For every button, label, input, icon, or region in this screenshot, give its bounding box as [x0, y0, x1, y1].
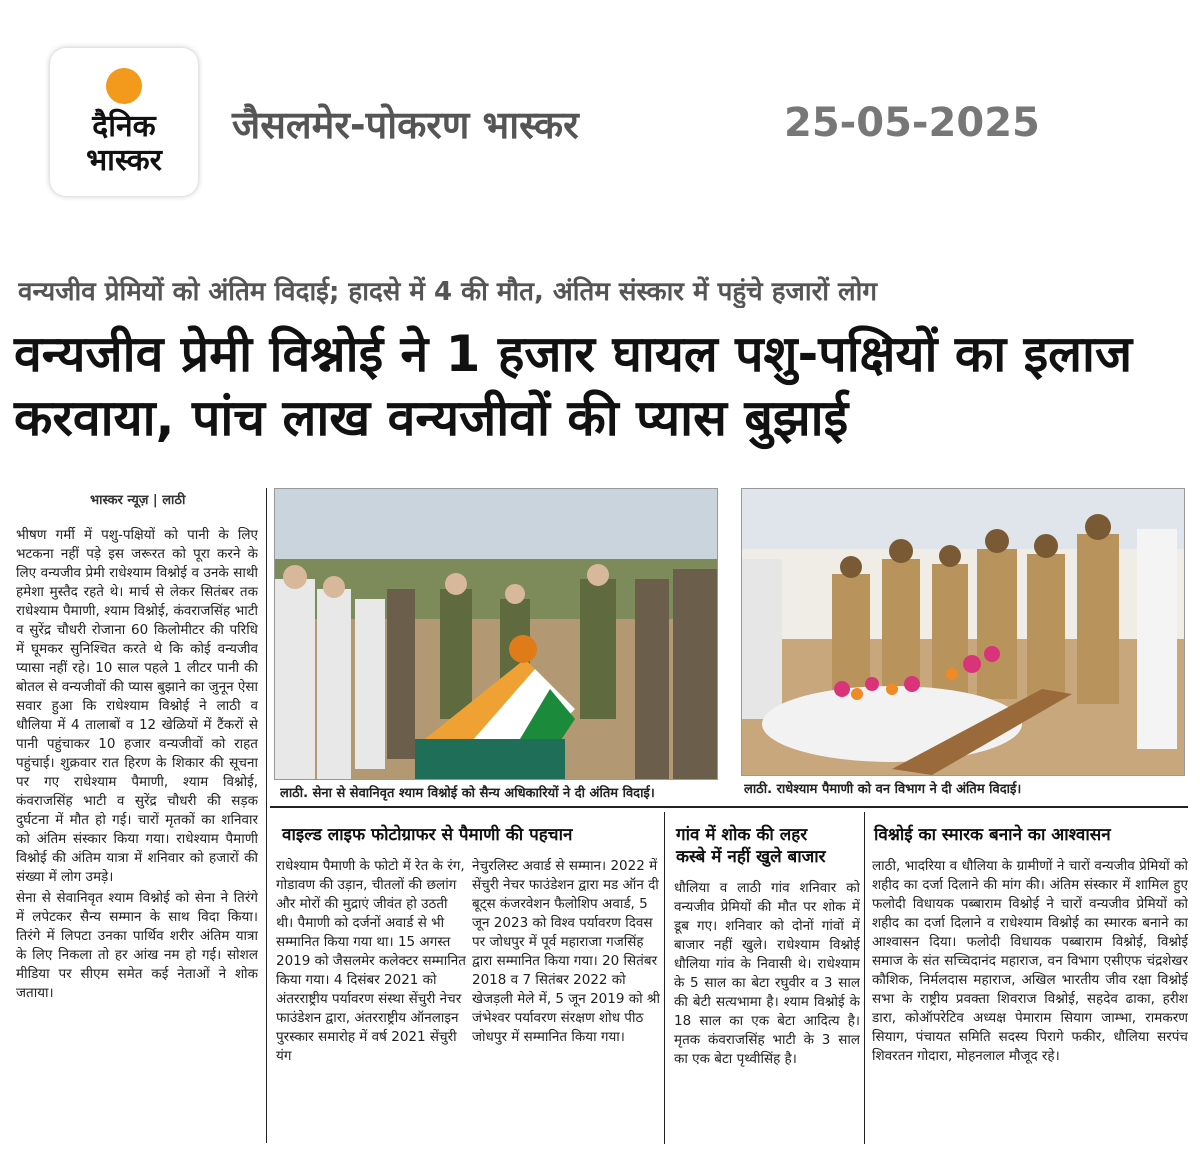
column-5-text: लाठी, भादरिया व धौलिया के ग्रामीणों ने चारों वन्यजीव प्रेमियों को शहीद का दर्जा दिलाने की मांग की। अंतिम संस्कार में शामिल हुए फलोदी विधायक पब्बाराम विश्नोई ने चारों वन्यजीव प्रेमियों को शहीद का दर्जा दिलाने व राधेश्याम विश्नोई का स्मारक बनाने का आश्वासन दिया। फलोदी विधायक पब्बाराम विश्नोई, विश्नोई समाज के संत सच्चिदानंद महाराज, वन विभाग एसीएफ चंद्रशेखर कौशिक, निर्मलदास महाराज, अखिल भारतीय जीव रक्षा विश्नोई सभा के राष्ट्रीय प्रवक्ता शिवराज विश्नोई, सहदेव ढाका, हरीश डारा, कोऑपरेटिव अध्यक्ष पेमाराम सियाग जाम्भा, रामकरण सियाग, पंचायत समिति सदस्य पिरागे फकीर, धौलिया सरपंच शिवरतन गोदारा, मोहनलाल मौजूद रहे।: [872, 858, 1188, 1064]
col1-paragraph-2: सेना से सेवानिवृत श्याम विश्नोई को सेना ने तिरंगे में लपेटकर सैन्य सम्मान के साथ विदा किया। तिरंगे में लिपटा उनका पार्थिव शरीर अंतिम यात्रा के लिए निकला तो हर आंख नम हो गई। सोशल मीडिया पर सीएम समेत कई नेताओं ने शोक जताया।: [16, 890, 258, 1001]
photos-bottom-rule: [270, 806, 1188, 808]
sun-icon: [106, 68, 142, 104]
article-kicker: वन्यजीव प्रेमियों को अंतिम विदाई; हादसे में 4 की मौत, अंतिम संस्कार में पहुंचे हजारों लोग: [18, 277, 877, 307]
photo-military-funeral: [274, 488, 718, 780]
page-header: [0, 0, 1200, 240]
subhead-village-mourning: [676, 824, 862, 868]
column-divider-2: [664, 812, 665, 1144]
edition-title: जैसलमेर-पोकरण भास्कर: [232, 103, 579, 147]
logo-line1: दैनिक: [92, 109, 156, 144]
photo2-caption: लाठी. राधेश्याम पैमाणी को वन विभाग ने दी अंतिम विदाई।: [744, 782, 1022, 797]
byline: भास्कर न्यूज़ | लाठी: [90, 493, 186, 508]
column-2-text: राधेश्याम पैमाणी के फोटो में रेत के रंग, गोडावण की उड़ान, चीतलों की छलांग और मोरों की मुद्राएं जीवंत हो उठती थी। पैमाणी को दर्जनों अवार्ड से भी सम्मानित किया गया था। 15 अगस्त 2019 को जैसलमेर कलेक्टर सम्मानित किया गया। 4 दिसंबर 2021 को अंतरराष्ट्रीय पर्यावरण संस्था सेंचुरी नेचर फाउंडेशन द्वारा, अंतरराष्ट्रीय ऑनलाइन पुरस्कार समारोह में वर्ष 2021 सेंचुरी यंग: [276, 858, 466, 1064]
dainik-bhaskar-logo: [50, 48, 198, 196]
column-3-text: नेचुरलिस्ट अवार्ड से सम्मान। 2022 में सेंचुरी नेचर फाउंडेशन द्वारा मड ऑन दी बूट्स कंजरवेशन फैलोशिप अवार्ड, 5 जून 2023 को विश्व पर्यावरण दिवस पर जोधपुर में पूर्व महाराजा गजसिंह द्वारा सम्मानित किया गया। 20 सितंबर 2018 व 7 सितंबर 2022 को खेजड़ली मेले में, 5 जून 2019 को श्री जंभेश्वर पर्यावरण संरक्षण शोध पीठ जोधपुर में सम्मानित किया गया।: [472, 858, 660, 1045]
logo-line2: भास्कर: [86, 143, 162, 178]
edition-date: 25-05-2025: [784, 100, 1040, 146]
column-divider-3: [864, 812, 865, 1144]
subhead-village-mourning-line2: कस्बे में नहीं खुले बाजार: [676, 847, 826, 867]
subhead-memorial-assurance: विश्नोई का स्मारक बनाने का आश्वासन: [874, 825, 1111, 845]
photo-forest-dept-farewell: [741, 488, 1185, 776]
photo1-caption: लाठी. सेना से सेवानिवृत श्याम विश्नोई को सैन्य अधिकारियों ने दी अंतिम विदाई।: [280, 786, 655, 801]
subhead-village-mourning-line1: गांव में शोक की लहर: [676, 825, 808, 845]
subhead-wildlife-photographer: वाइल्ड लाइफ फोटोग्राफर से पैमाणी की पहचान: [282, 825, 573, 845]
column-divider: [266, 488, 267, 1143]
article-headline: वन्यजीव प्रेमी विश्नोई ने 1 हजार घायल पशु-पक्षियों का इलाज करवाया, पांच लाख वन्यजीवों की प्यास बुझाई: [14, 325, 1133, 447]
photo-military-funeral-image: [275, 489, 717, 779]
column-4-text: धौलिया व लाठी गांव शनिवार को वन्यजीव प्रेमियों की मौत पर शोक में डूब गए। शनिवार को दोनों गांवों में बाजार नहीं खुले। राधेश्याम विश्नोई धौलिया गांव के निवासी थे। राधेश्याम के 5 साल का बेटा रघुवीर व 3 साल की बेटी सत्यभामा है। श्याम विश्नोई के 18 साल का एक बेटा आदित्य है। मृतक कंवराजसिंह भाटी के 3 साल का एक बेटा पृथ्वीसिंह है।: [674, 880, 860, 1067]
column-1-text: [16, 526, 258, 1144]
col1-paragraph-1: भीषण गर्मी में पशु-पक्षियों को पानी के लिए भटकना नहीं पड़े इस जरूरत को पूरा करने के लिए वन्यजीव प्रेमी राधेश्याम विश्नोई व उनके साथी हमेशा मुस्तैद रहते थे। मार्च से लेकर सितंबर तक राधेश्याम पैमाणी, श्याम विश्नोई, कंवराजसिंह भाटी व सुरेंद्र चौधरी रोजाना 60 किलोमीटर की परिधि में घूमकर सुनिश्चित करते थे कि कोई वन्यजीव प्यासा नहीं रहे। 10 साल पहले 1 लीटर पानी की बोतल से वन्यजीवों की प्यास बुझाने का जुनून ऐसा सवार हुआ कि राधेश्याम विश्नोई ने लाठी व धौलिया में 4 तालाबों व 12 खेळियों में टैंकरों से पानी पहुंचाकर 10 हजार वन्यजीवों को राहत पहुंचाई। शुक्रवार रात हिरण के शिकार की सूचना पर गए राधेश्याम पैमाणी, श्याम विश्नोई, कंवराजसिंह भाटी व सुरेंद्र चौधरी की सड़क दुर्घटना में मौत हो गई। चारों मृतकों का शनिवार को अंतिम संस्कार किया गया। राधेश्याम पैमाणी विश्नोई की अंतिम यात्रा में शनिवार को हजारों की संख्या में लोग उमड़े।: [16, 527, 258, 885]
photo-forest-dept-image: [742, 489, 1184, 775]
